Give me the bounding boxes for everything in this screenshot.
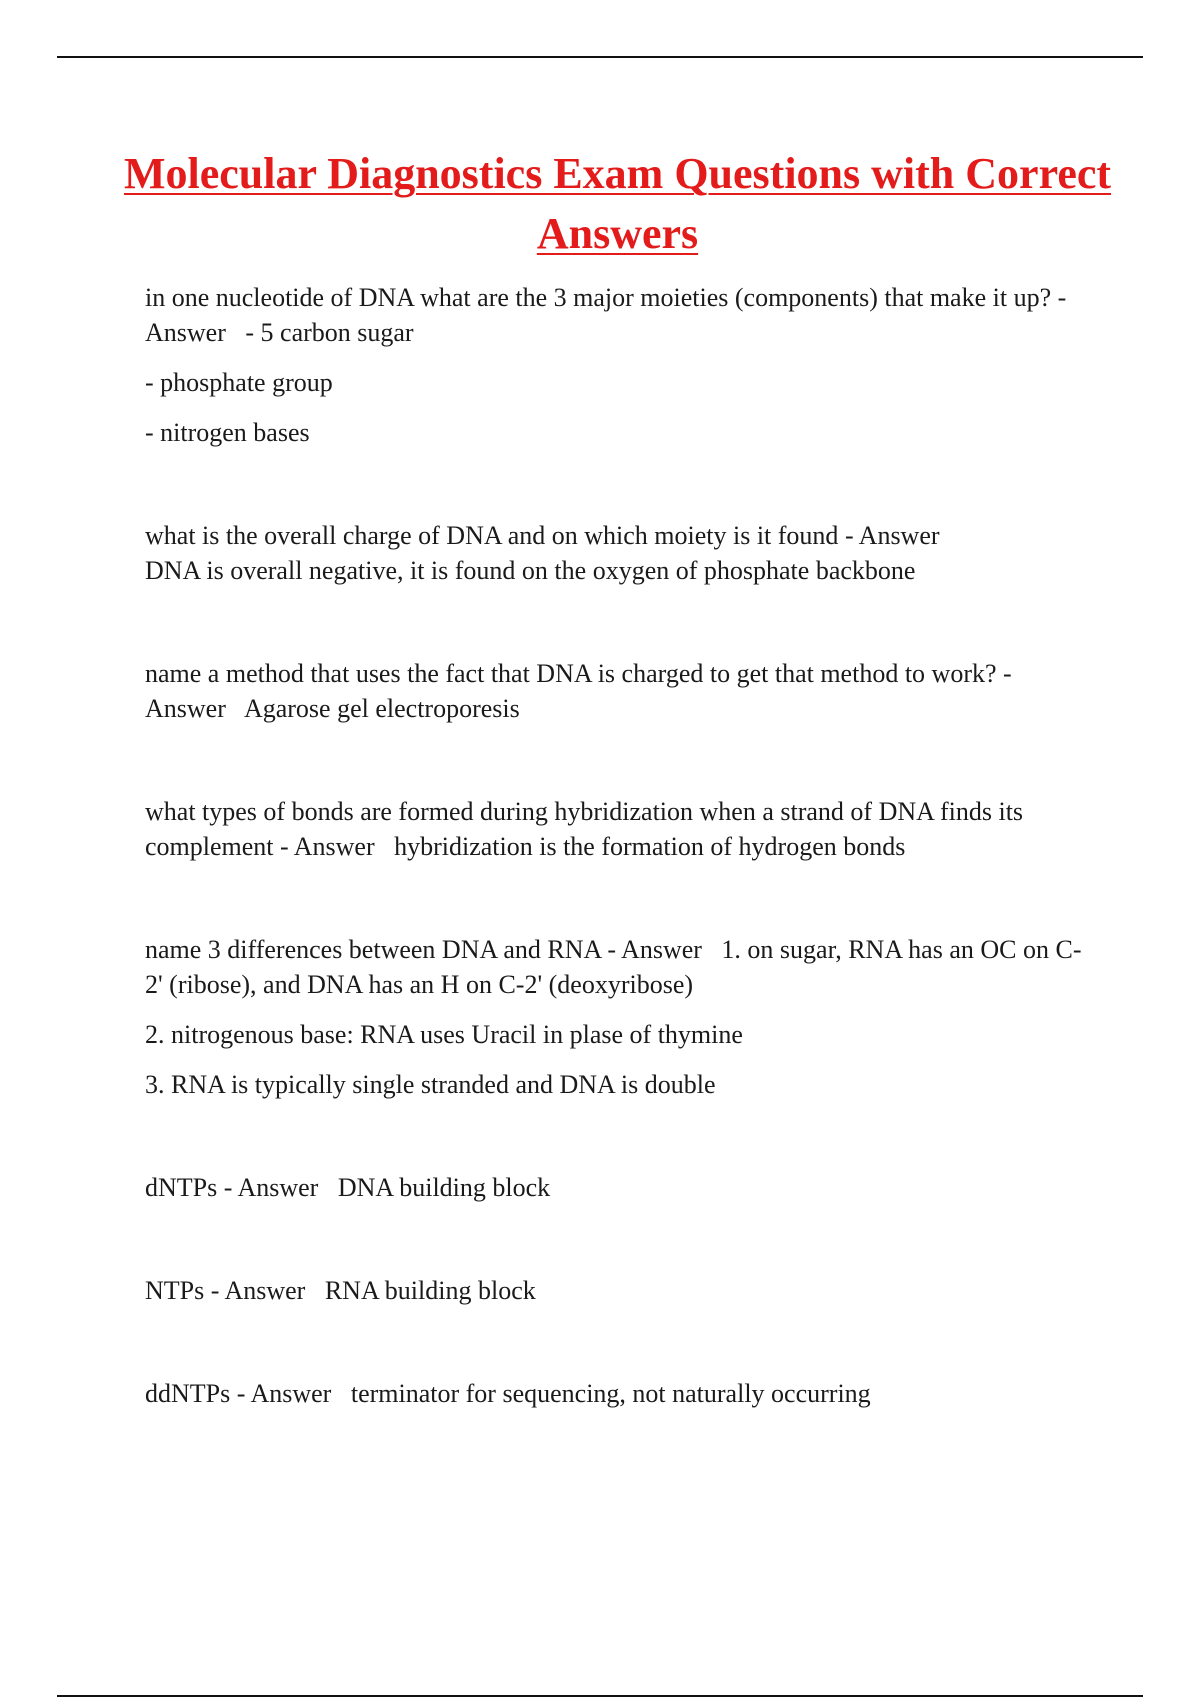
top-rule <box>57 56 1143 58</box>
question-text: ddNTPs <box>145 1379 231 1408</box>
qa-line: name a method that uses the fact that DNA is charged to get that method to work? - Answer Agarose gel electroporesis <box>145 659 1012 723</box>
answer-continuation: - phosphate group <box>145 368 333 397</box>
answer-marker: - Answer <box>838 521 940 550</box>
answer-marker: - Answer <box>230 1379 332 1408</box>
answer-marker: - Answer <box>145 283 1067 347</box>
question-text: what is the overall charge of DNA and on which moiety is it found <box>145 521 839 550</box>
answer-text: Agarose gel electroporesis <box>243 694 520 723</box>
answer-text: DNA is overall negative, it is found on the oxygen of phosphate backbone <box>145 556 916 585</box>
answer-continuation: 2. nitrogenous base: RNA uses Uracil in plase of thymine <box>145 1020 743 1049</box>
answer-marker: - Answer <box>204 1276 306 1305</box>
qa-item <box>145 1273 1085 1308</box>
qa-item <box>145 656 1085 726</box>
answer-text: DNA building block <box>337 1173 551 1202</box>
answer-text: 1. on sugar, RNA has an OC on C-2' (ribose), and DNA has an H on C-2' (deoxyribose) <box>145 935 1082 999</box>
question-text: NTPs <box>145 1276 205 1305</box>
qa-item <box>145 1376 1085 1411</box>
answer-text: hybridization is the formation of hydrogen bonds <box>394 832 906 861</box>
qa-line <box>145 518 1085 588</box>
question-text: name 3 differences between DNA and RNA <box>145 935 601 964</box>
document-title: Molecular Diagnostics Exam Questions with Correct Answers <box>123 149 1112 258</box>
answer-marker: - Answer <box>600 935 702 964</box>
qa-line <box>145 280 1085 350</box>
answer-marker: - Answer <box>217 1173 319 1202</box>
answer-text: terminator for sequencing, not naturally occurring <box>350 1379 871 1408</box>
qa-line <box>145 1376 1085 1411</box>
question-text: what types of bonds are formed during hybridization when a strand of DNA finds its complement <box>145 797 1024 861</box>
qa-line <box>145 1170 1085 1205</box>
qa-line <box>145 794 1085 864</box>
qa-item <box>145 280 1085 450</box>
qa-line <box>145 932 1085 1002</box>
question-text: dNTPs <box>145 1173 218 1202</box>
qa-item <box>145 794 1085 864</box>
answer-marker: - Answer <box>273 832 375 861</box>
bottom-rule <box>57 1695 1143 1697</box>
qa-list <box>145 280 1085 1479</box>
answer-continuation: 3. RNA is typically single stranded and DNA is double <box>145 1070 716 1099</box>
question-text: name a method that uses the fact that DNA is charged to get that method to work? <box>145 659 997 688</box>
question-text: in one nucleotide of DNA what are the 3 major moieties (components) that make it up? <box>145 283 1052 312</box>
answer-continuation: - nitrogen bases <box>145 418 310 447</box>
qa-item <box>145 932 1085 1102</box>
qa-item <box>145 518 1085 588</box>
answer-text: RNA building block <box>324 1276 536 1305</box>
qa-item <box>145 1170 1085 1205</box>
qa-line <box>145 1273 1085 1308</box>
answer-text: - 5 carbon sugar <box>245 318 414 347</box>
